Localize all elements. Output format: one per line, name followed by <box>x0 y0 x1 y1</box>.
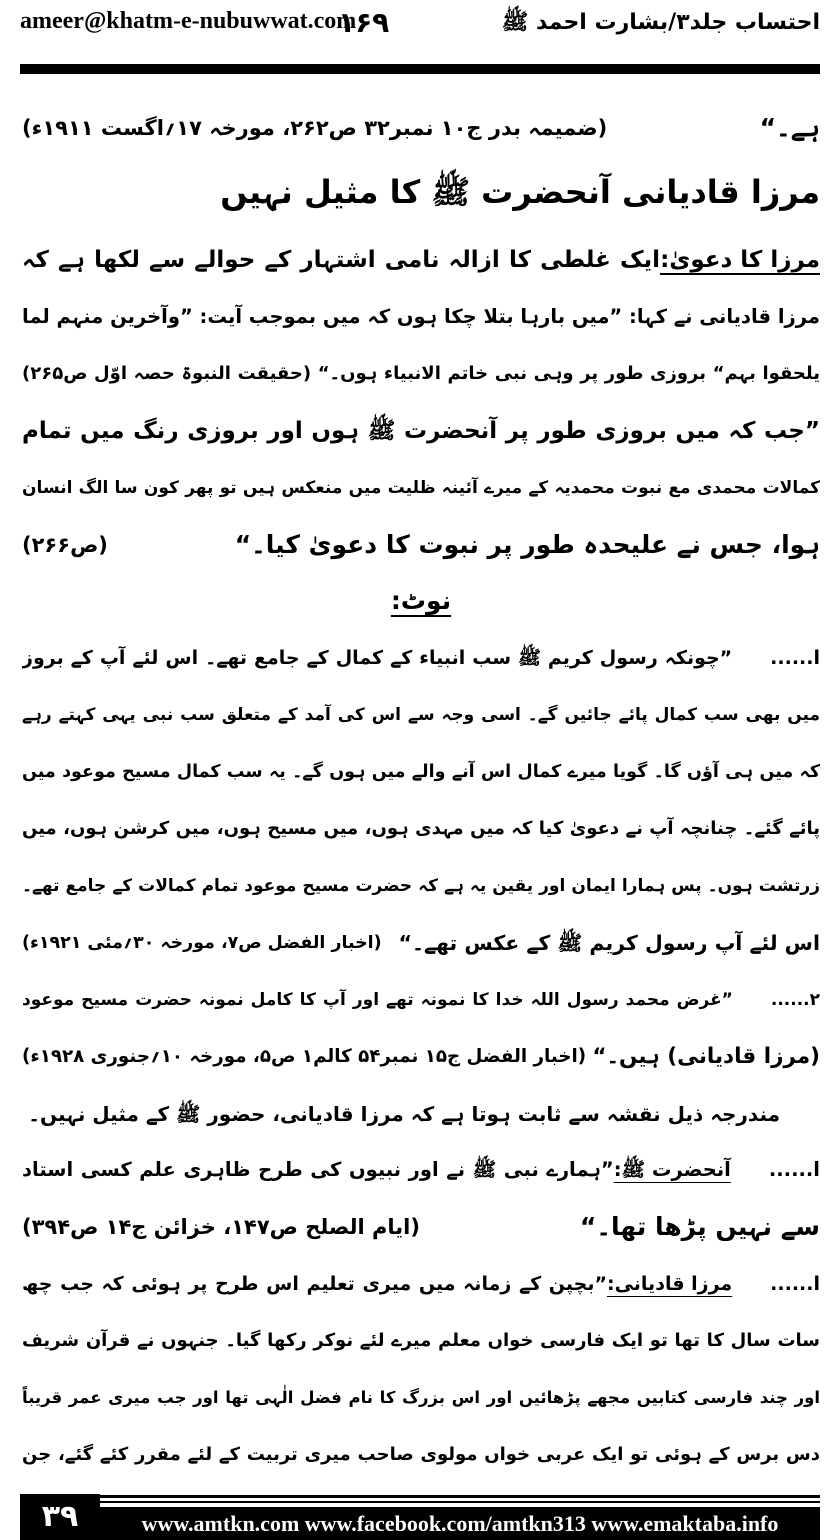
text-line <box>22 348 820 400</box>
citation: (ایام الصلح ص۱۴۷، خزائن ج۱۴ ص۳۹۴) <box>22 1215 420 1240</box>
footer-urls: www.amtkn.com www.facebook.com/amtkn313 www.emaktaba.info <box>100 1507 820 1540</box>
text-line <box>22 405 820 457</box>
line-text: اور چند فارسی کتابیں مجھے پڑھائیں اور اس بزرگ کا نام فضل الٰہی تھا اور جب میری عمر قریباً <box>22 1388 820 1407</box>
citation: (ص۲۶۶) <box>22 532 108 557</box>
line-text: ”چونکہ رسول کریم ﷺ سب انبیاء کے کمال کے جامع تھے۔ اس لئے آپ کے بروز <box>22 647 733 670</box>
item-number: ا...... <box>768 1158 820 1182</box>
line-text: دس برس کے ہوئی تو ایک عربی خواں مولوی صاحب میری تربیت کے لئے مقرر کئے گئے، جن <box>22 1443 820 1465</box>
line-text: سات سال کا تھا تو ایک فارسی خواں معلم میرے لئے نوکر رکھا گیا۔ جنہوں نے قرآن شریف <box>22 1330 820 1352</box>
text-line <box>22 1372 820 1424</box>
line-text: زرتشت ہوں۔ پس ہمارا ایمان اور یقین یہ ہے کہ حضرت مسیح موعود تمام کمالات کے جامع تھے۔ <box>22 875 820 896</box>
text-line <box>22 917 820 969</box>
text-line <box>22 803 820 855</box>
underlined-label: مرزا کا دعویٰ: <box>660 247 820 273</box>
line-text: ”جب کہ میں بروزی طور پر آنحضرت ﷺ ہوں اور بروزی رنگ میں تمام <box>22 417 820 444</box>
header-page-number: ۱۶۹ <box>338 6 390 39</box>
text-line <box>22 1088 820 1140</box>
text-line <box>22 689 820 741</box>
line-text: ہوا، جس نے علیحدہ طور پر نبوت کا دعویٰ کیا۔“ <box>234 529 820 559</box>
line-text: مندرجہ ذیل نقشہ سے ثابت ہوتا ہے کہ مرزا قادیانی، حضور ﷺ کے مثیل نہیں۔ <box>28 1101 780 1126</box>
underlined-label: آنحضرت ﷺ: <box>613 1158 731 1182</box>
line-text: ہے۔“ <box>759 113 820 142</box>
item-number: ا...... <box>770 1273 820 1296</box>
footer-rule <box>100 1495 820 1498</box>
line-text: سے نہیں پڑھا تھا۔“ <box>579 1212 820 1242</box>
citation: (اخبار الفضل ص۷، مورخہ ۳۰؍مئی ۱۹۲۱ء) <box>22 932 382 953</box>
citation: (ضمیمہ بدر ج۱۰ نمبر۳۲ ص۲۶۲، مورخہ ۱۷؍اگست ۱۹۱۱ء) <box>22 116 608 140</box>
text-line <box>22 102 820 154</box>
header-rule <box>20 64 820 74</box>
line-text: یلحقوا بہم“ بروزی طور پر وہی نبی خاتم الانبیاء ہوں۔“ (حقیقت النبوۃ حصہ اوّل ص۲۶۵) <box>22 362 820 384</box>
note-heading <box>22 575 820 627</box>
header-book-title: احتساب جلد۳/بشارت احمد ﷺ <box>501 10 820 35</box>
text-line <box>22 1258 820 1310</box>
line-text: مرزا قادیانی نے کہا: ”میں بارہا بتلا چکا ہوں کہ میں بموجب آیت: ”وآخرین منہم لما <box>22 304 820 328</box>
underlined-label: نوٹ: <box>390 586 452 616</box>
page-header <box>20 6 820 46</box>
footer-page-number: ۳۹ <box>20 1494 100 1540</box>
text-line <box>22 974 820 1026</box>
footer-rule <box>100 1501 820 1503</box>
line-text: ”غرض محمد رسول اللہ خدا کا نمونہ تھے اور آپ کا کامل نمونہ حضرت مسیح موعود <box>22 989 733 1010</box>
line-text: ”بچپن کے زمانہ میں میری تعلیم اس طرح پر ہوئی کہ جب چھ <box>22 1273 607 1296</box>
item-number: ا...... <box>770 647 820 670</box>
text-line <box>22 1201 820 1253</box>
line-text: ایک غلطی کا ازالہ نامی اشتہار کے حوالے سے لکھا ہے کہ <box>22 247 661 273</box>
text-line <box>22 291 820 343</box>
line-text: کہ میں ہی آؤں گا۔ گویا میرے کمال اس آنے والے میں ہوں گے۔ یہ سب کمال مسیح موعود میں <box>22 762 820 783</box>
text-line <box>22 746 820 798</box>
text-line <box>22 1031 820 1083</box>
text-line <box>22 1144 820 1196</box>
line-text: (مرزا قادیانی) ہیں۔“ <box>592 1043 820 1069</box>
line-text: میں بھی سب کمال پائے جائیں گے۔ اسی وجہ سے اس کی آمد کے متعلق سب نبی یہی کہتے رہے <box>22 705 820 726</box>
line-text: مرزا قادیانی آنحضرت ﷺ کا مثیل نہیں <box>220 173 820 211</box>
section-title <box>22 166 820 218</box>
underlined-label: مرزا قادیانی: <box>606 1273 733 1296</box>
text-line <box>22 234 820 286</box>
text-line <box>22 860 820 912</box>
line-text: ”ہمارے نبی ﷺ نے اور نبیوں کی طرح ظاہری علم کسی استاد <box>22 1158 614 1182</box>
line-text: کمالات محمدی مع نبوت محمدیہ کے میرے آئینہ ظلیت میں منعکس ہیں تو پھر کون سا الگ انسان <box>22 477 820 498</box>
citation: (اخبار الفضل ج۱۵ نمبر۵۴ کالم۱ ص۵، مورخہ ۱۰؍جنوری ۱۹۲۸ء) <box>22 1045 587 1067</box>
text-line <box>22 1429 820 1481</box>
line-text: اس لئے آپ رسول کریم ﷺ کے عکس تھے۔“ <box>398 930 820 955</box>
text-line <box>22 462 820 514</box>
text-line <box>22 632 820 684</box>
header-email: ameer@khatm-e-nubuwwat.com <box>20 8 357 34</box>
text-line <box>22 519 820 571</box>
line-text: پائے گئے۔ چنانچہ آپ نے دعویٰ کیا کہ میں مہدی ہوں، میں مسیح ہوں، میں کرشن ہوں، میں <box>22 818 820 839</box>
item-number: ۲...... <box>770 989 820 1010</box>
text-line <box>22 1315 820 1367</box>
